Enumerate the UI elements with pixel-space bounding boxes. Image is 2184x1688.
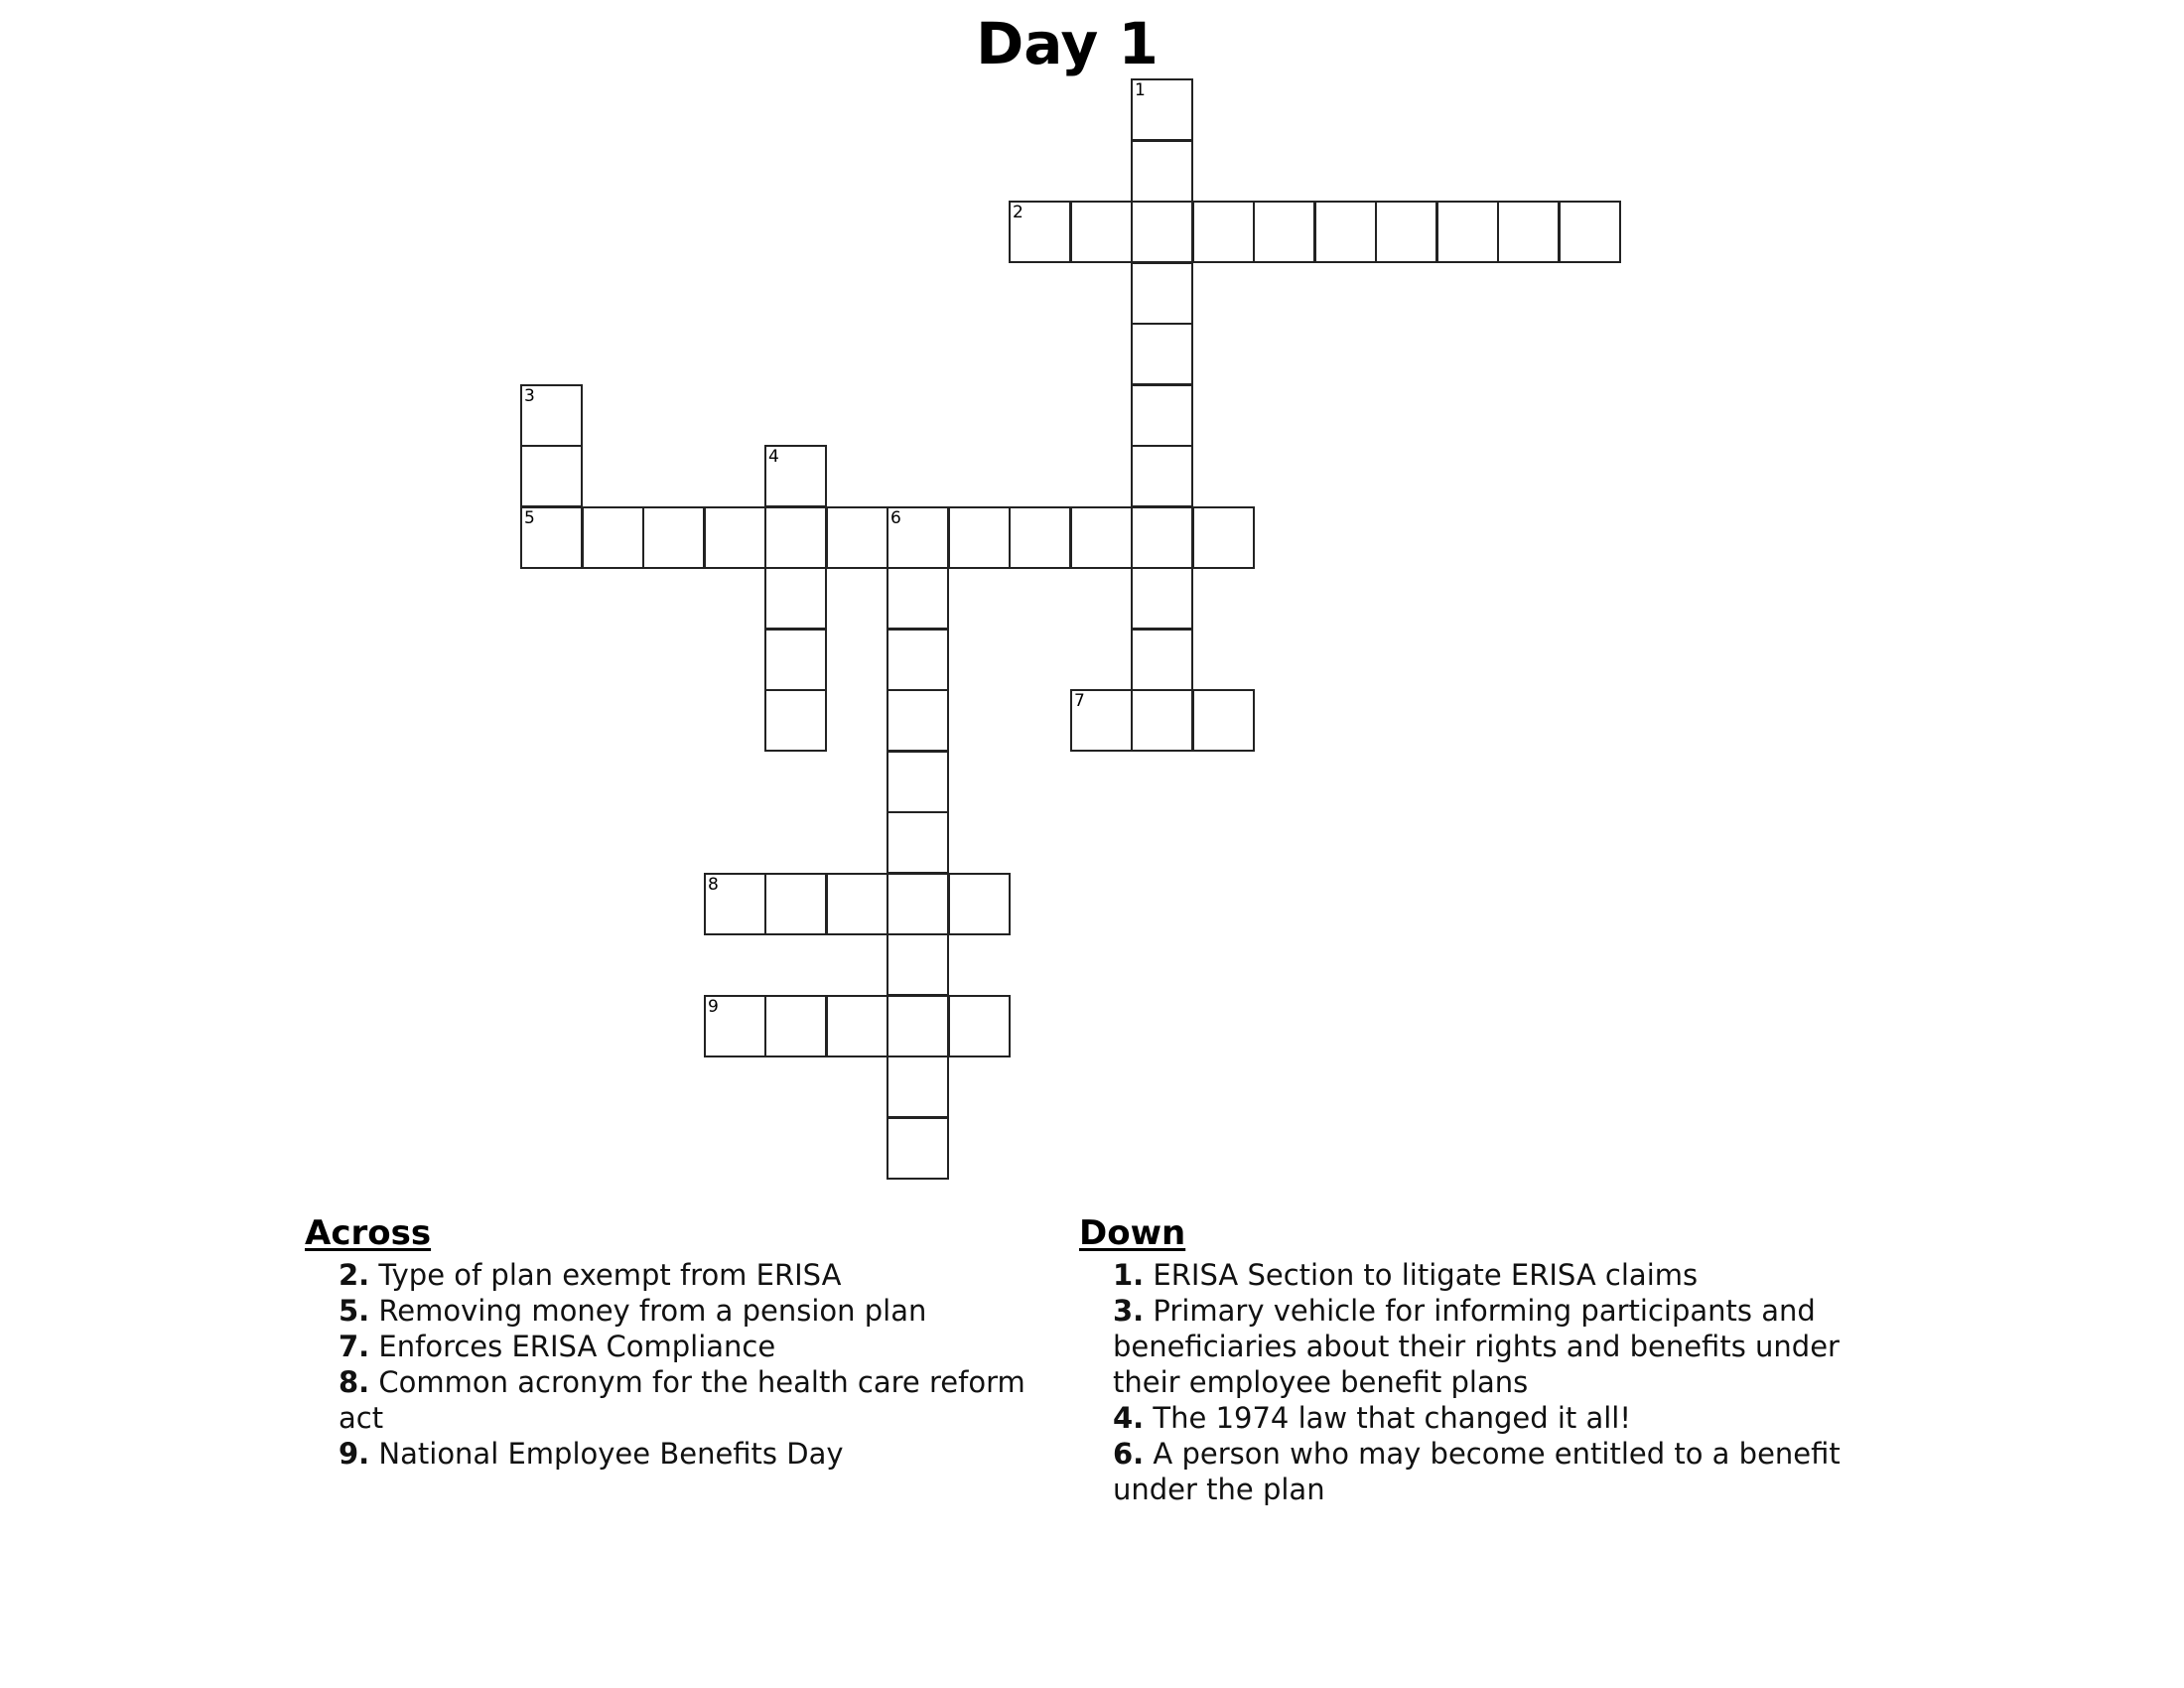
grid-cell[interactable] <box>1131 140 1193 203</box>
grid-cell[interactable] <box>1192 506 1255 569</box>
grid-cell[interactable] <box>520 506 583 569</box>
grid-cell[interactable] <box>520 384 583 447</box>
grid-cell[interactable] <box>642 506 705 569</box>
puzzle-title: Day 1 <box>976 10 1159 77</box>
clue-number: 9. <box>339 1437 370 1471</box>
grid-cell[interactable] <box>1375 201 1437 263</box>
clue-text: Removing money from a pension plan <box>378 1294 927 1328</box>
grid-cell[interactable] <box>1131 201 1193 263</box>
clue-number-label: 4 <box>768 447 779 467</box>
clue-number-label: 3 <box>524 386 535 406</box>
grid-cell[interactable] <box>887 506 949 569</box>
grid-cell[interactable] <box>887 629 949 691</box>
clue-number-label: 2 <box>1013 203 1024 222</box>
grid-cell[interactable] <box>520 445 583 507</box>
grid-cell[interactable] <box>887 567 949 630</box>
grid-cell[interactable] <box>764 995 827 1057</box>
grid-cell[interactable] <box>826 506 888 569</box>
grid-cell[interactable] <box>764 873 827 935</box>
grid-cell[interactable] <box>948 995 1011 1057</box>
grid-cell[interactable] <box>764 506 827 569</box>
across-clues <box>305 1213 1039 1472</box>
grid-cell[interactable] <box>1436 201 1499 263</box>
grid-cell[interactable] <box>764 689 827 752</box>
down-clue <box>1113 1436 1853 1507</box>
down-clue <box>1113 1257 1853 1293</box>
clue-number-label: 9 <box>708 997 719 1017</box>
grid-cell[interactable] <box>887 1055 949 1118</box>
grid-cell[interactable] <box>1131 629 1193 691</box>
grid-cell[interactable] <box>1192 201 1255 263</box>
grid-cell[interactable] <box>1131 506 1193 569</box>
grid-cell[interactable] <box>887 811 949 874</box>
across-clue <box>339 1364 1039 1436</box>
clue-text: Enforces ERISA Compliance <box>378 1330 776 1363</box>
clue-text: Primary vehicle for informing participants and beneficiaries about their rights and benefits under their employee benefit plans <box>1113 1294 1840 1399</box>
grid-cell[interactable] <box>1253 201 1315 263</box>
across-clue <box>339 1293 1039 1329</box>
grid-cell[interactable] <box>582 506 644 569</box>
grid-cell[interactable] <box>1131 78 1193 141</box>
grid-cell[interactable] <box>1192 689 1255 752</box>
grid-cell[interactable] <box>1314 201 1377 263</box>
grid-cell[interactable] <box>887 933 949 996</box>
grid-cell[interactable] <box>1009 506 1071 569</box>
grid-cell[interactable] <box>887 873 949 935</box>
across-clue <box>339 1329 1039 1364</box>
down-heading: Down <box>1079 1213 1186 1253</box>
grid-cell[interactable] <box>1070 201 1133 263</box>
across-heading: Across <box>305 1213 432 1253</box>
across-clue <box>339 1436 1039 1472</box>
clue-number-label: 7 <box>1074 691 1085 711</box>
grid-cell[interactable] <box>1070 506 1133 569</box>
grid-cell[interactable] <box>1131 445 1193 507</box>
clue-number: 8. <box>339 1365 370 1399</box>
across-clue <box>339 1257 1039 1293</box>
down-clue <box>1113 1400 1853 1436</box>
grid-cell[interactable] <box>887 689 949 752</box>
clue-text: Common acronym for the health care reform act <box>339 1365 1025 1435</box>
grid-cell[interactable] <box>1559 201 1621 263</box>
grid-cell[interactable] <box>826 873 888 935</box>
clue-number: 2. <box>339 1258 370 1292</box>
grid-cell[interactable] <box>764 567 827 630</box>
grid-cell[interactable] <box>1131 262 1193 325</box>
grid-cell[interactable] <box>764 629 827 691</box>
grid-cell[interactable] <box>1070 689 1133 752</box>
grid-cell[interactable] <box>887 1117 949 1180</box>
clue-text: A person who may become entitled to a benefit under the plan <box>1113 1437 1841 1506</box>
down-clue <box>1113 1293 1853 1400</box>
grid-cell[interactable] <box>1131 323 1193 385</box>
grid-cell[interactable] <box>1131 567 1193 630</box>
clue-number-label: 1 <box>1135 80 1146 100</box>
grid-cell[interactable] <box>1009 201 1071 263</box>
grid-cell[interactable] <box>1131 384 1193 447</box>
grid-cell[interactable] <box>704 873 766 935</box>
grid-cell[interactable] <box>704 995 766 1057</box>
clue-number: 5. <box>339 1294 370 1328</box>
grid-cell[interactable] <box>764 445 827 507</box>
clue-text: National Employee Benefits Day <box>378 1437 844 1471</box>
clue-text: Type of plan exempt from ERISA <box>378 1258 842 1292</box>
grid-cell[interactable] <box>887 751 949 813</box>
clue-number: 1. <box>1113 1258 1145 1292</box>
grid-cell[interactable] <box>826 995 888 1057</box>
down-clues <box>1079 1213 1853 1507</box>
clue-number-label: 6 <box>890 508 901 528</box>
clue-number: 3. <box>1113 1294 1145 1328</box>
clue-number-label: 5 <box>524 508 535 528</box>
grid-cell[interactable] <box>887 995 949 1057</box>
grid-cell[interactable] <box>1131 689 1193 752</box>
clue-number: 7. <box>339 1330 370 1363</box>
clue-number: 4. <box>1113 1401 1145 1435</box>
clue-number: 6. <box>1113 1437 1145 1471</box>
clue-text: The 1974 law that changed it all! <box>1153 1401 1631 1435</box>
grid-cell[interactable] <box>948 873 1011 935</box>
grid-cell[interactable] <box>704 506 766 569</box>
grid-cell[interactable] <box>948 506 1011 569</box>
grid-cell[interactable] <box>1497 201 1560 263</box>
clue-text: ERISA Section to litigate ERISA claims <box>1153 1258 1699 1292</box>
clue-number-label: 8 <box>708 875 719 895</box>
